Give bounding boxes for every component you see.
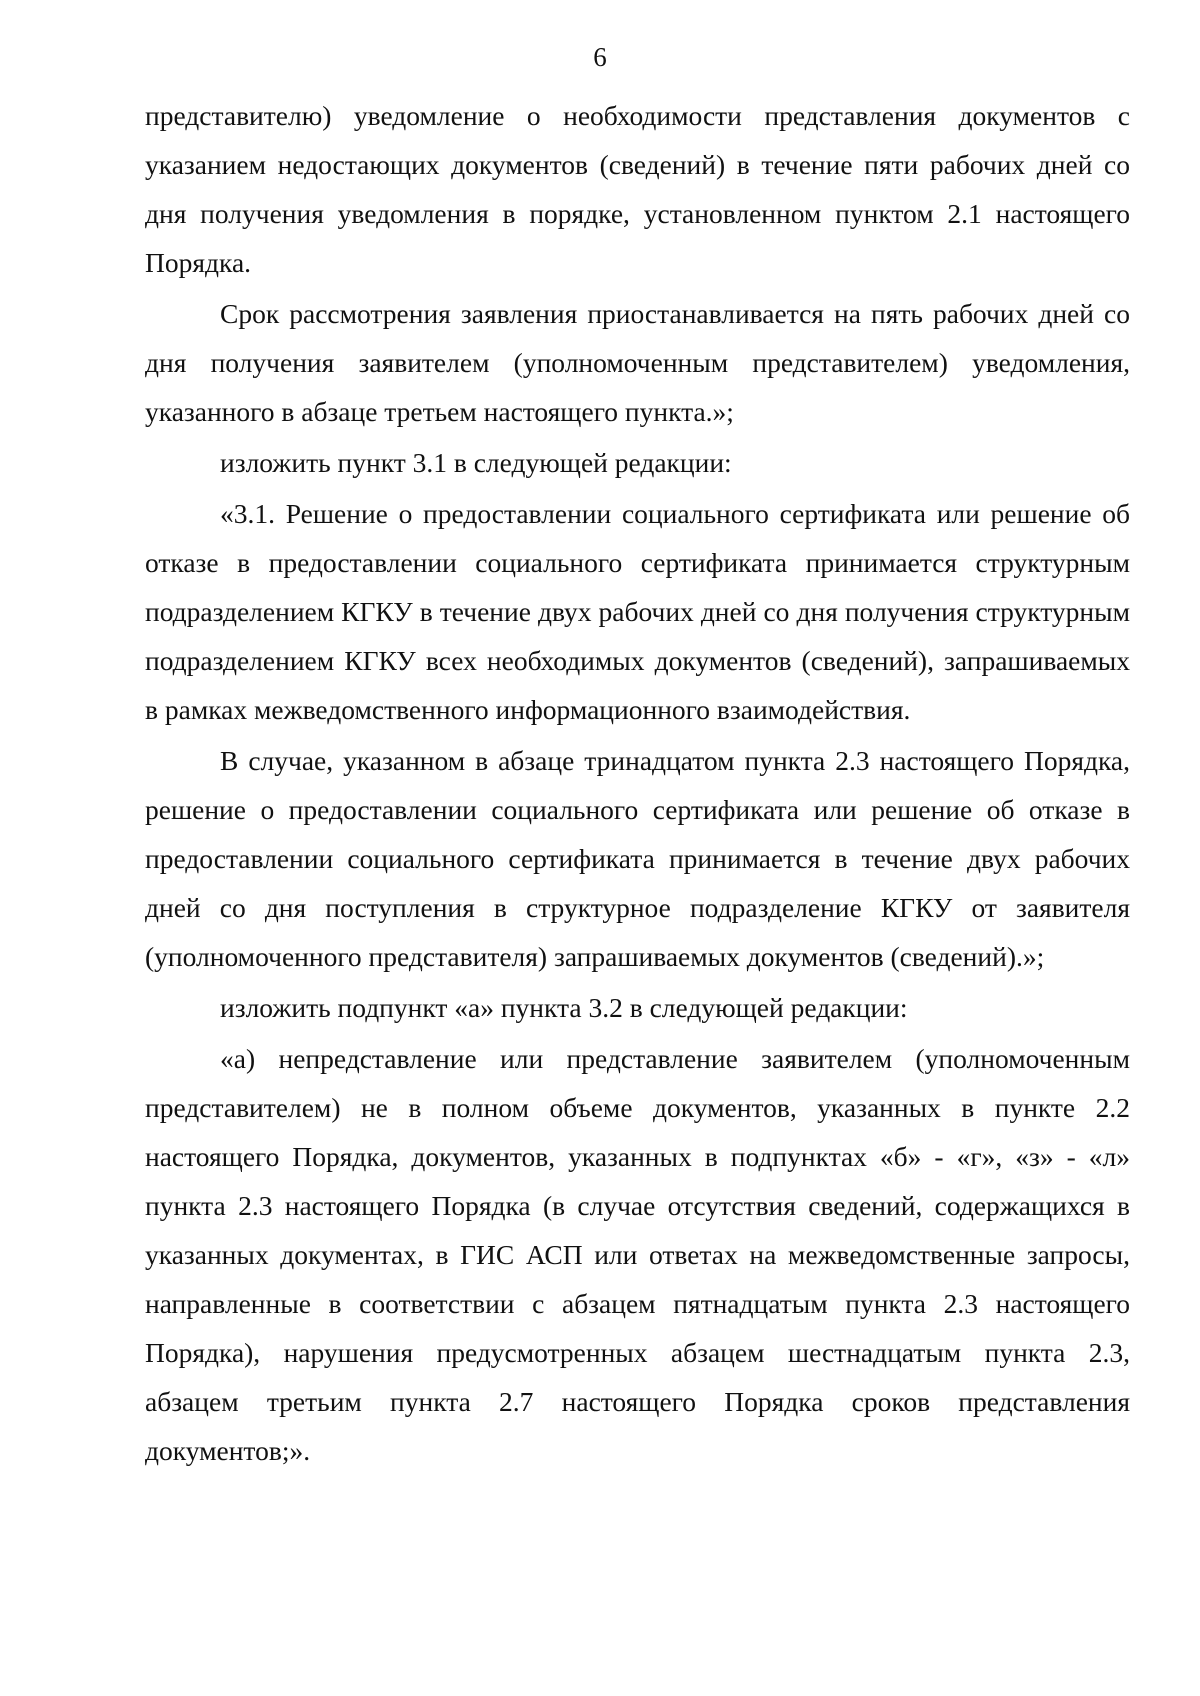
paragraph-amend-3-2-intro: изложить подпункт «а» пункта 3.2 в следующей редакции: <box>220 992 908 1023</box>
paragraph-continuation: представителю) уведомление о необходимости представления документов с указанием недостающих документов (сведений) в течение пяти рабочих дней со дня получения уведомления в порядке, установленном пунктом 2.1 настоящего Порядка. <box>145 100 1130 278</box>
paragraph-subclause-a: «а) непредставление или представление заявителем (уполномоченным представителем) не в полном объеме документов, указанных в пункте 2.2 настоящего Порядка, документов, указанных в подпунктах «б» - «г», «з» - «л» пункта 2.3 настоящего Порядка (в случае отсутствия сведений, содержащихся в указанных документах, в ГИС АСП или ответах на межведомственные запросы, направленные в соответствии с абзацем пятнадцатым пункта 2.3 настоящего Порядка), нарушения предусмотренных абзацем шестнадцатым пункта 2.3, абзацем третьим пункта 2.7 настоящего Порядка сроков представления документов;». <box>145 1043 1130 1466</box>
page-number: 6 <box>593 42 607 72</box>
paragraph-suspension-term: Срок рассмотрения заявления приостанавливается на пять рабочих дней со дня получения заявителем (уполномоченным представителем) уведомления, указанного в абзаце третьем настоящего пункта.»; <box>145 298 1130 427</box>
paragraph-clause-3-1-case: В случае, указанном в абзаце тринадцатом пункта 2.3 настоящего Порядка, решение о предоставлении социального сертификата или решение об отказе в предоставлении социального сертификата принимается в течение двух рабочих дней со дня поступления в структурное подразделение КГКУ от заявителя (уполномоченного представителя) запрашиваемых документов (сведений).»; <box>145 745 1130 972</box>
paragraph-amend-3-1-intro: изложить пункт 3.1 в следующей редакции: <box>220 447 732 478</box>
paragraph-clause-3-1: «3.1. Решение о предоставлении социального сертификата или решение об отказе в предоставлении социального сертификата принимается структурным подразделением КГКУ в течение двух рабочих дней со дня получения структурным подразделением КГКУ всех необходимых документов (сведений), запрашиваемых в рамках межведомственного информационного взаимодействия. <box>145 498 1130 725</box>
document-body <box>145 91 1130 1475</box>
